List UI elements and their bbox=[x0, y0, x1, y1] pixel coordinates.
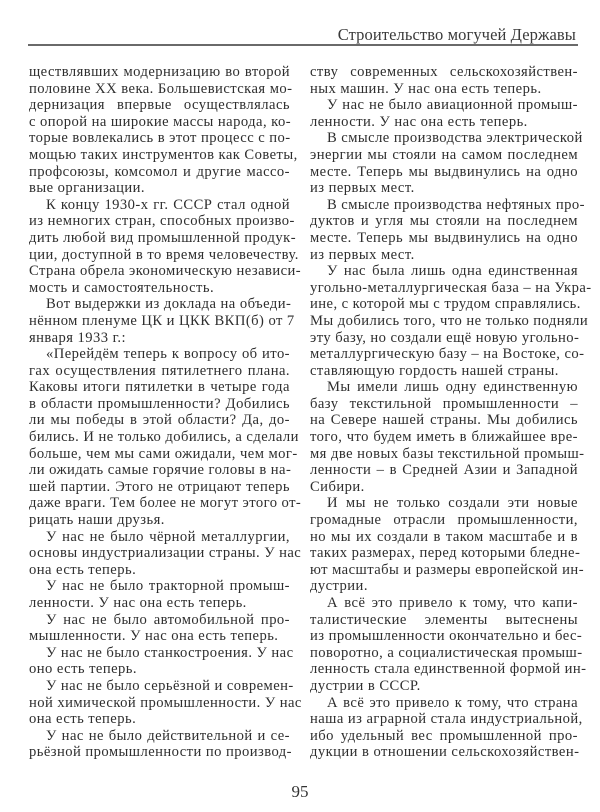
text-line: ленности – в Средней Азии и Западной bbox=[310, 462, 578, 479]
text-line: Страна обрела экономическую независи- bbox=[29, 263, 302, 280]
text-line: дустрии. bbox=[310, 578, 368, 595]
text-line: она есть теперь. bbox=[29, 561, 137, 578]
text-line: ной химической промышленности. У нас bbox=[29, 694, 302, 711]
text-line: угольно-металлургическая база – на Укра- bbox=[310, 279, 592, 296]
text-line: А всё это привело к тому, что страна bbox=[327, 694, 578, 711]
text-line: из немногих стран, способных произво- bbox=[29, 213, 295, 230]
text-line: наша из аграрной стала индустриальной, bbox=[310, 711, 583, 728]
text-line: У нас не было авиационной промыш- bbox=[327, 97, 578, 114]
text-line: «Перейдём теперь к вопросу об ито- bbox=[46, 346, 290, 363]
text-line: мя две новых базы текстильной промыш- bbox=[310, 445, 585, 462]
text-line: энергии мы стояли на самом последнем bbox=[310, 146, 578, 163]
text-line: мощью таких инструментов как Советы, bbox=[29, 146, 298, 163]
text-line: У нас не было станкостроения. У нас bbox=[46, 644, 294, 661]
text-line: Вот выдержки из доклада на объеди- bbox=[46, 296, 292, 313]
text-line: гах осуществления пятилетнего плана. bbox=[29, 362, 290, 379]
text-line: ленности. У нас она есть теперь. bbox=[310, 113, 528, 130]
text-column-right bbox=[310, 64, 592, 761]
text-line: того, что будем иметь в ближайшее вре- bbox=[310, 429, 578, 446]
header-rule bbox=[28, 44, 578, 46]
text-line: В смысле производства нефтяных про- bbox=[327, 196, 585, 213]
text-line: ине, с которой мы с трудом справлялись. bbox=[310, 296, 581, 313]
text-line: оно есть теперь. bbox=[29, 661, 137, 678]
text-line: но мы их создали в таком масштабе и в bbox=[310, 528, 578, 545]
text-line: рицать наши друзья. bbox=[29, 512, 165, 529]
text-line: с опорой на широкие массы народа, ко- bbox=[29, 113, 292, 130]
text-line: ют масштабы и размеры европейской ин- bbox=[310, 561, 584, 578]
text-line: ли мы победы в этой области? Да, до- bbox=[29, 412, 290, 429]
text-line: рьёзной промышленности по производ- bbox=[29, 744, 292, 761]
text-line: дуктов и угля мы стояли на последнем bbox=[310, 213, 578, 230]
text-line: У нас была лишь одна единственная bbox=[327, 263, 578, 280]
text-line: Мы добились того, что не только подняли bbox=[310, 312, 589, 329]
text-line: из промышленности окончательно и бес- bbox=[310, 628, 583, 645]
text-line: основы индустриализации страны. У нас bbox=[29, 545, 302, 562]
text-line: мость и самостоятельность. bbox=[29, 279, 215, 296]
text-line: базу текстильной промышленности – bbox=[310, 395, 578, 412]
text-line: на Севере нашей страны. Мы добились bbox=[310, 412, 578, 429]
text-line: эту базу, но создали ещё новую угольно- bbox=[310, 329, 580, 346]
text-line: У нас не было серьёзной и современ- bbox=[46, 677, 294, 694]
text-line: Сибири. bbox=[310, 478, 365, 495]
text-line: она есть теперь. bbox=[29, 711, 137, 728]
text-line: Каковы итоги пятилетки в четыре года bbox=[29, 379, 290, 396]
text-line: дукции в отношении сельскохозяйствен- bbox=[310, 744, 580, 761]
text-line: ибо удельный вес промышленной про- bbox=[310, 727, 578, 744]
text-line: дернизация впервые осуществлялась bbox=[29, 97, 290, 114]
page-number: 95 bbox=[291, 782, 309, 801]
text-line: бились. И не только добились, а сделали bbox=[29, 429, 299, 446]
text-line: дустрии в СССР. bbox=[310, 677, 421, 694]
text-line: поворотно, а социалистическая промыш- bbox=[310, 644, 583, 661]
text-line: И мы не только создали эти новые bbox=[327, 495, 578, 512]
text-line: вые организации. bbox=[29, 180, 146, 197]
text-line: ных машин. У нас она есть теперь. bbox=[310, 80, 542, 97]
text-line: даже враги. Тем более не могут этого от- bbox=[29, 495, 302, 512]
text-line: талистические элементы вытеснены bbox=[310, 611, 578, 628]
text-line: ли ожидать самые горячие головы в на- bbox=[29, 462, 292, 479]
text-line: профсоюзы, комсомол и другие массо- bbox=[29, 163, 290, 180]
text-line: половине XX века. Большевистская мо- bbox=[29, 80, 293, 97]
text-line: торые вовлекались в этот процесс с по- bbox=[29, 130, 291, 147]
text-line: ции, доступной в то время человечеству. bbox=[29, 246, 299, 263]
text-line: ставляющую гордость нашей страны. bbox=[310, 362, 559, 379]
text-column-left bbox=[29, 64, 302, 761]
text-line: ству современных сельскохозяйствен- bbox=[310, 64, 578, 80]
text-line: У нас не было действительной и се- bbox=[46, 727, 290, 744]
text-line: ленность стала единственной формой ин- bbox=[310, 661, 587, 678]
text-line: Мы имели лишь одну единственную bbox=[327, 379, 578, 396]
text-line: ществлявших модернизацию во второй bbox=[29, 64, 290, 80]
running-head-title: Строительство могучей Державы bbox=[337, 25, 576, 44]
text-line: месте. Теперь мы выдвинулись на одно bbox=[310, 229, 578, 246]
text-line: дить любой вид промышленной продук- bbox=[29, 229, 297, 246]
text-line: К концу 1930-х гг. СССР стал одной bbox=[46, 196, 290, 213]
text-line: мышленности. У нас она есть теперь. bbox=[29, 628, 279, 645]
text-line: ленности. У нас она есть теперь. bbox=[29, 595, 247, 611]
text-line: таких размерах, перед которыми бледне- bbox=[310, 545, 581, 562]
text-line: из первых мест. bbox=[310, 180, 415, 197]
text-line: месте. Теперь мы выдвинулись на одно bbox=[310, 163, 578, 180]
text-line: нённом пленуме ЦК и ЦКК ВКП(б) от 7 bbox=[29, 312, 295, 329]
text-line: из первых мест. bbox=[310, 246, 415, 263]
text-line: У нас не было автомобильной про- bbox=[46, 611, 290, 628]
text-line: металлургическую базу – на Востоке, со- bbox=[310, 346, 585, 363]
text-line: У нас не было чёрной металлургии, bbox=[46, 528, 290, 545]
text-line: В смысле производства электрической bbox=[327, 130, 583, 147]
text-line: У нас не было тракторной промыш- bbox=[46, 578, 290, 595]
text-line: больше, чем мы сами ожидали, чем мог- bbox=[29, 445, 298, 462]
text-line: в области промышленности? Добились bbox=[29, 395, 290, 412]
text-line: громадные отрасли промышленности, bbox=[310, 512, 578, 529]
text-line: шей партии. Этого не отрицают теперь bbox=[29, 478, 290, 495]
text-line: января 1933 г.: bbox=[29, 329, 126, 346]
text-line: А всё это привело к тому, что капи- bbox=[327, 595, 578, 611]
